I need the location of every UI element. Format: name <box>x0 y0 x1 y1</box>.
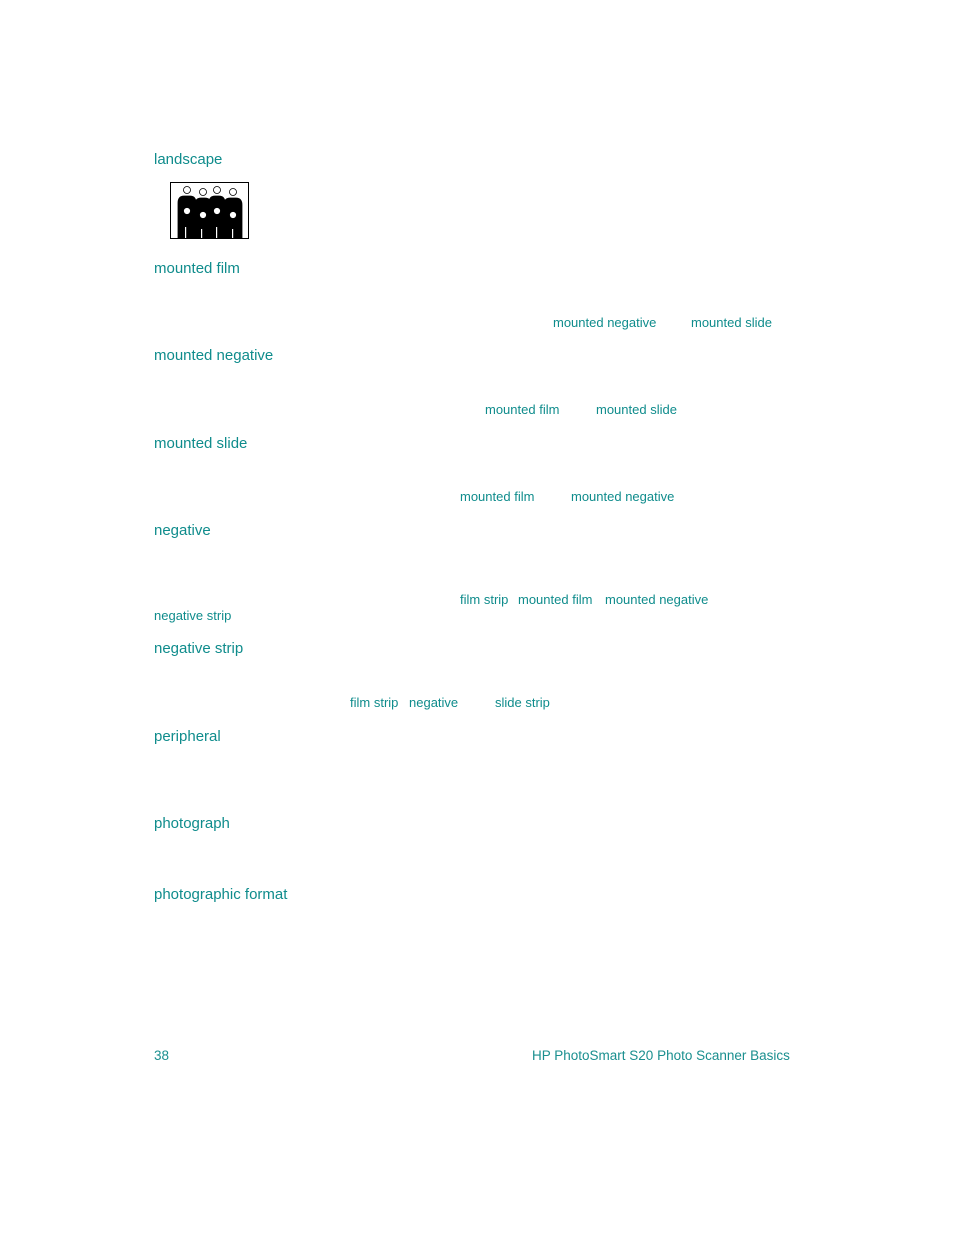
xref-mounted-negative[interactable]: mounted negative <box>553 315 657 330</box>
xref-mounted-film[interactable]: mounted film <box>460 489 535 504</box>
term-negative-strip: negative strip <box>154 640 244 657</box>
xref-mounted-slide[interactable]: mounted slide <box>596 402 677 417</box>
page-number: 38 <box>154 1048 170 1063</box>
term-photographic-format: photographic format <box>154 886 288 903</box>
term-peripheral: peripheral <box>154 728 221 745</box>
xref-slide-strip[interactable]: slide strip <box>495 695 550 710</box>
term-mounted-film: mounted film <box>154 260 240 277</box>
xref-mounted-negative[interactable]: mounted negative <box>605 592 709 607</box>
xref-mounted-slide[interactable]: mounted slide <box>691 315 772 330</box>
xref-mounted-negative[interactable]: mounted negative <box>571 489 675 504</box>
term-mounted-negative: mounted negative <box>154 347 274 364</box>
xref-mounted-film[interactable]: mounted film <box>485 402 560 417</box>
term-landscape: landscape <box>154 151 223 168</box>
term-negative: negative <box>154 522 211 539</box>
term-mounted-slide: mounted slide <box>154 435 248 452</box>
xref-negative[interactable]: negative <box>409 695 459 710</box>
xref-negative-strip[interactable]: negative strip <box>154 608 232 623</box>
landscape-illustration <box>170 182 249 239</box>
landscape-orientation-people-icon <box>171 183 248 238</box>
term-photograph: photograph <box>154 815 230 832</box>
xref-mounted-film[interactable]: mounted film <box>518 592 593 607</box>
book-title: HP PhotoSmart S20 Photo Scanner Basics <box>532 1048 790 1063</box>
xref-film-strip[interactable]: film strip <box>350 695 399 710</box>
xref-film-strip[interactable]: film strip <box>460 592 509 607</box>
